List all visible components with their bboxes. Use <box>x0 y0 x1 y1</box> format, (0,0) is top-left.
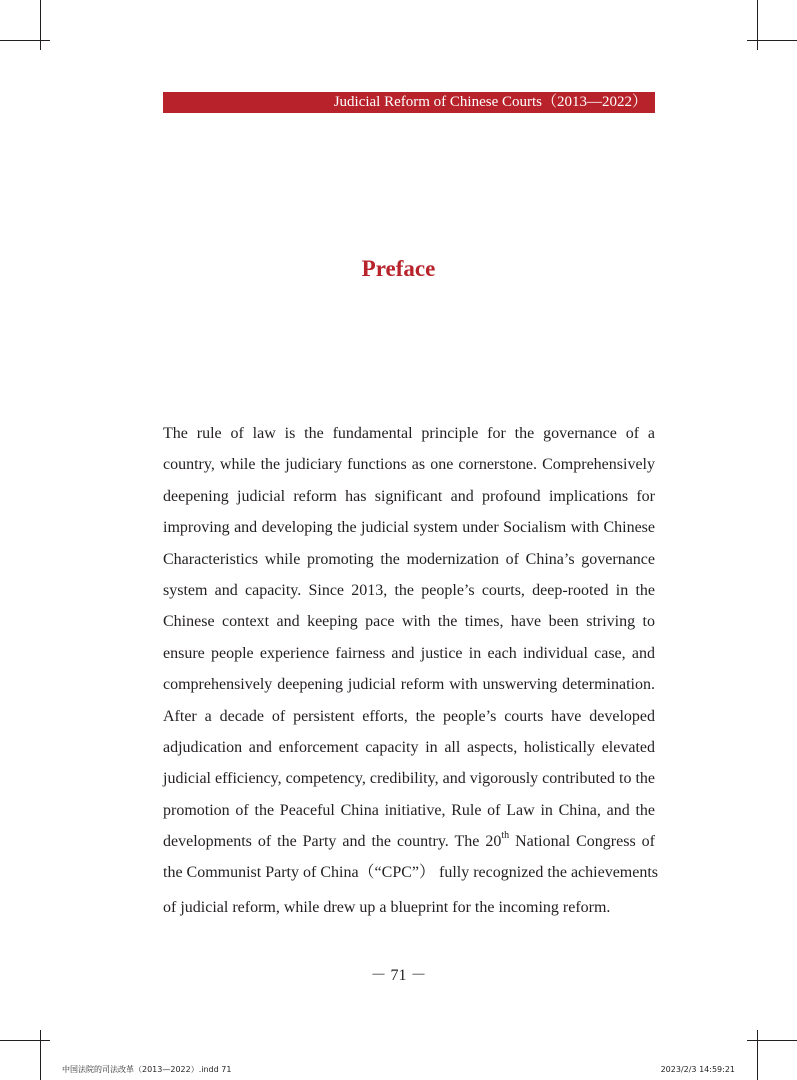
paragraph-line-superscript <box>163 826 655 857</box>
paragraph-line: deepening judicial reform has significant and profound implications for <box>163 487 655 505</box>
paragraph-line: Characteristics while promoting the modernization of China’s governance <box>163 550 655 568</box>
section-title: Preface <box>361 256 436 281</box>
page-number: － 71 － <box>370 967 427 984</box>
paragraph-line-last: of judicial reform, while drew up a blueprint for the incoming reform. <box>163 898 611 916</box>
paragraph-line: The rule of law is the fundamental principle for the governance of a <box>163 425 655 442</box>
paragraph-line: After a decade of persistent efforts, the people’s courts have developed <box>163 707 655 725</box>
paragraph-line: promotion of the Peaceful China initiative, Rule of Law in China, and the <box>163 801 655 819</box>
print-slug-file: 中国法院的司法改革（2013—2022）.indd 71 <box>62 1065 232 1074</box>
paragraph-line: system and capacity. Since 2013, the people’s courts, deep-rooted in the <box>163 582 655 600</box>
paragraph-line: ensure people experience fairness and justice in each individual case, and <box>163 644 655 662</box>
paragraph-line: comprehensively deepening judicial reform with unswerving determination. <box>163 676 655 694</box>
line-text-after: National Congress of <box>509 833 655 851</box>
print-slug-timestamp: 2023/2/3 14:59:21 <box>660 1065 735 1074</box>
paragraph-line: Chinese context and keeping pace with the times, have been striving to <box>163 613 655 631</box>
ordinal-superscript: th <box>501 829 510 841</box>
paragraph-line: country, while the judiciary functions as one cornerstone. Comprehensively <box>163 456 655 474</box>
preface-paragraph <box>163 418 659 923</box>
paragraph-line: judicial efficiency, competency, credibility, and vigorously contributed to the <box>163 770 655 788</box>
running-header-title: Judicial Reform of Chinese Courts（2013—2022） <box>333 94 647 110</box>
paragraph-line: the Communist Party of China（“CPC”） fully recognized the achievements <box>163 863 659 881</box>
running-header-bar <box>163 92 655 113</box>
paragraph-line: improving and developing the judicial system under Socialism with Chinese <box>163 519 655 537</box>
line-text-before: developments of the Party and the country. The 20 <box>163 833 502 851</box>
paragraph-line: adjudication and enforcement capacity in all aspects, holistically elevated <box>163 739 655 757</box>
